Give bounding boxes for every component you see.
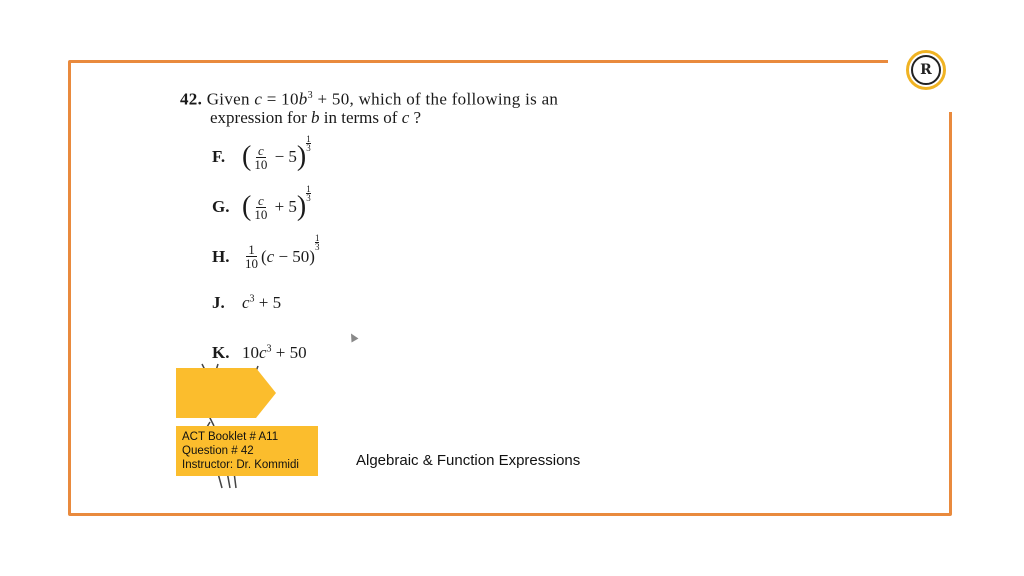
option-g[interactable]: G. ( $\frac{c}{10}$ + 5 ) 1 3 <box>212 183 311 222</box>
option-g-label: G. <box>212 197 230 216</box>
subject-title: Algebraic & Function Expressions <box>356 452 581 469</box>
booklet-label: ACT Booklet # A11 <box>182 431 279 443</box>
option-f-label: F. <box>212 147 226 166</box>
instructor-label: Instructor: Dr. Kommidi <box>182 459 299 471</box>
badge-arrow <box>176 368 256 418</box>
logo-letter: R <box>911 55 941 85</box>
option-k-label: K. <box>212 343 230 362</box>
question-line1-suffix: which of the following is an <box>358 89 559 109</box>
question-text: 42. Given $c = 10b^3 + 50$, which of the following is an expression for b in terms of c ? <box>180 89 559 127</box>
option-h[interactable]: H. $\frac{1}{10}$ (c − 50) 1 3 <box>212 233 320 271</box>
question-number: 42. <box>180 89 203 109</box>
question-line2: in terms of <box>323 107 398 127</box>
logo-icon <box>906 50 946 90</box>
question-label: Question # 42 <box>182 445 254 457</box>
option-f[interactable]: F. ( $\frac{c}{10}$ − 5 ) 1 3 <box>212 133 311 172</box>
option-j[interactable]: J. $c^3 + 5$ <box>212 293 282 312</box>
badge-arrow-tip <box>256 368 276 418</box>
option-k[interactable]: K. $10c^3 + 50$ <box>212 343 307 362</box>
question-given: Given <box>206 89 250 109</box>
info-badge <box>176 426 318 476</box>
option-h-label: H. <box>212 246 230 266</box>
option-j-label: J. <box>212 293 225 312</box>
